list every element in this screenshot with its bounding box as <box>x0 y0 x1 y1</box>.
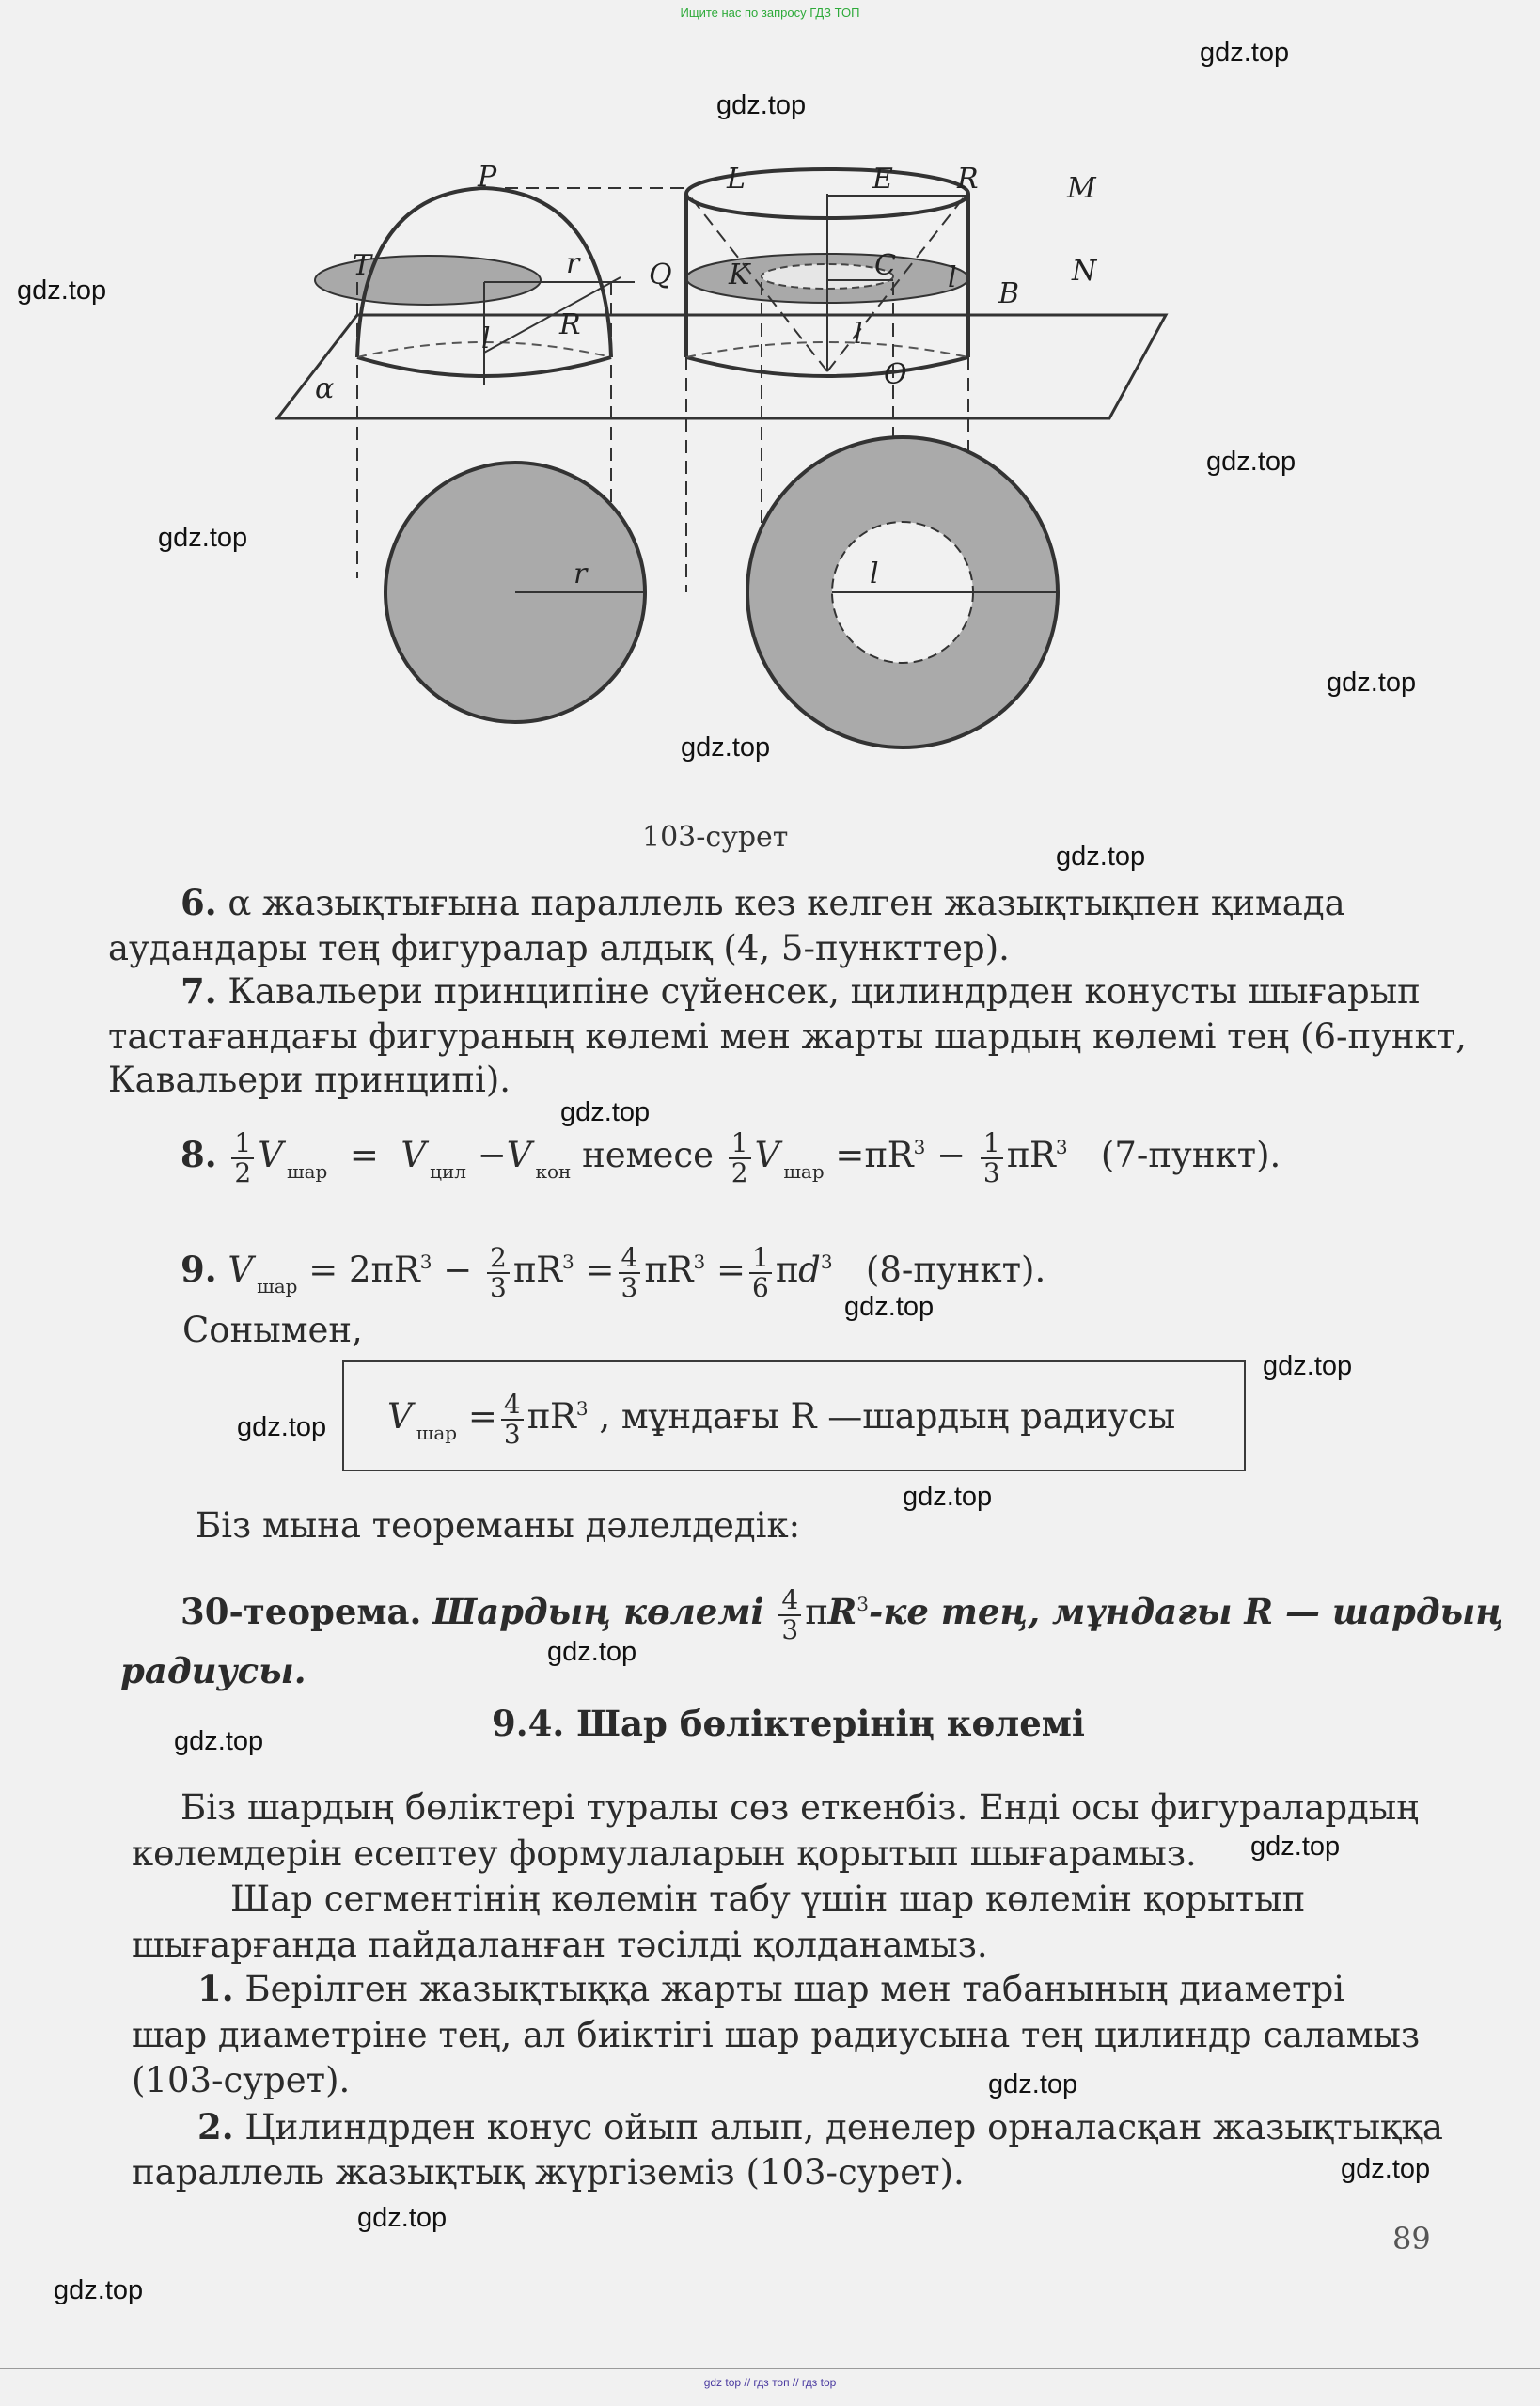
label-O: O <box>884 358 907 391</box>
hemisphere-section <box>315 256 541 305</box>
label-T: T <box>353 249 372 282</box>
label-l: l <box>481 322 491 355</box>
label-L: L <box>727 163 746 196</box>
section-line-1: Біз шардың бөліктері туралы сөз еткенбіз. Енді осы фигуралардың <box>181 1787 1419 1828</box>
item-7-line-3: Кавальери принципі). <box>108 1060 511 1100</box>
label-r: r <box>566 247 580 280</box>
label-P: P <box>478 161 497 194</box>
label-l-bottom: l <box>870 558 879 590</box>
item-6-line-1: 6. α жазықтығына параллель кез келген жазықтықпен қимада <box>181 882 1345 923</box>
label-M: M <box>1067 172 1096 205</box>
step-1-line-2: шар диаметріне тең, ал биіктігі шар радиусына тең цилиндр саламыз <box>132 2015 1421 2055</box>
label-l-cyl: l <box>948 261 957 294</box>
watermark: gdz.top <box>158 523 248 553</box>
figure-caption: 103-сурет <box>642 821 789 854</box>
formula-9: 9. V $_{шар} = 2\pi R^3$ − $\frac{2}{3}$ $\pi R^3$ = $\frac{4}{3}$ $\pi R^3$ = $\frac{1}{6}$ $\pi d^3$ (8-пункт). <box>181 1241 1046 1303</box>
section-line-4: шығарғанда пайдаланған тәсілді қолданамыз. <box>132 1925 988 1965</box>
label-C: C <box>874 249 896 282</box>
watermark: gdz.top <box>716 90 807 120</box>
step-1-line-3: (103-сурет). <box>132 2060 351 2100</box>
watermark: gdz.top <box>903 1482 993 1512</box>
watermark: gdz.top <box>988 2069 1078 2099</box>
section-line-2: көлемдерін есептеу формулаларын қорытып шығарамыз. <box>132 1833 1197 1874</box>
label-Q: Q <box>649 259 672 291</box>
boxed-formula: V $_{шар}$ = $\frac{4}{3}$ $\pi R^3$ , мұндағы R —шардың радиусы <box>387 1388 1176 1450</box>
label-E: E <box>872 163 893 196</box>
watermark: gdz.top <box>54 2275 144 2305</box>
top-note: Ищите нас по запросу ГДЗ ТОП <box>680 6 860 20</box>
label-R-cyl: R <box>957 163 979 196</box>
item-number: 7. <box>181 970 217 1012</box>
step-1-line-1: 1. Берілген жазықтыққа жарты шар мен табанының диаметрі <box>197 1968 1345 2009</box>
item-7-line-2: тастағандағы фигураның көлемі мен жарты шардың көлемі тең (6-пункт, <box>108 1016 1467 1057</box>
watermark: gdz.top <box>1056 841 1146 872</box>
label-R: R <box>559 308 581 341</box>
step-2-line-2: параллель жазықтық жүргіземіз (103-сурет). <box>132 2152 965 2193</box>
theorem-line-1: 30-теорема. Шардың көлемі $\frac{4}{3}$ $\pi R^3-ке$ тең, мұндағы R — шардың <box>181 1583 1504 1645</box>
figure-103 <box>263 160 1203 780</box>
watermark: gdz.top <box>547 1637 637 1667</box>
watermark: gdz.top <box>1206 447 1296 477</box>
label-K: K <box>729 259 750 291</box>
label-N: N <box>1072 255 1097 288</box>
label-l-axis: l <box>854 318 863 351</box>
item-number: 6. <box>181 882 217 923</box>
watermark: gdz.top <box>1341 2154 1431 2184</box>
step-2-line-1: 2. Цилиндрден конус ойып алып, денелер орналасқан жазықтыққа <box>197 2106 1443 2147</box>
formula-8: 8. $\frac{1}{2}$ V $_{шар}$ = V $_{цил}$ −V $_{кон}$ немесе $\frac{1}{2}$ V $_{шар} =\pi R^3$ − $\frac{1}{3}$ $\pi R^3$ (7-пункт). <box>181 1126 1281 1188</box>
item-7-line-1: 7. Кавальери принципіне сүйенсек, цилиндрден конусты шығарып <box>181 970 1421 1012</box>
watermark: gdz.top <box>237 1412 327 1442</box>
watermark: gdz.top <box>1200 38 1290 68</box>
section-heading: 9.4. Шар бөліктерінің көлемі <box>492 1703 1085 1744</box>
watermark: gdz.top <box>357 2203 448 2233</box>
page-number: 89 <box>1392 2221 1431 2257</box>
label-alpha: α <box>315 372 335 405</box>
section-line-3: Шар сегментінің көлемін табу үшін шар көлемін қорытып <box>230 1879 1306 1919</box>
watermark: gdz.top <box>17 275 107 306</box>
item-6-line-2: аудандары тең фигуралар алдық (4, 5-пункттер). <box>108 928 1010 968</box>
watermark: gdz.top <box>1263 1351 1353 1381</box>
watermark: gdz.top <box>844 1292 935 1322</box>
watermark: gdz.top <box>681 732 771 763</box>
watermark: gdz.top <box>1250 1832 1341 1862</box>
watermark: gdz.top <box>174 1726 264 1756</box>
watermark: gdz.top <box>560 1097 651 1127</box>
watermark: gdz.top <box>1327 668 1417 698</box>
sonymen: Сонымен, <box>182 1310 363 1350</box>
label-r-bottom: r <box>574 558 588 590</box>
proved-line: Біз мына теореманы дәлелдедік: <box>196 1505 801 1546</box>
label-B: B <box>998 277 1020 310</box>
footer-divider <box>0 2368 1540 2369</box>
theorem-line-2: радиусы. <box>120 1650 306 1691</box>
footer: gdz top // гдз топ // гдз top <box>703 2376 837 2389</box>
